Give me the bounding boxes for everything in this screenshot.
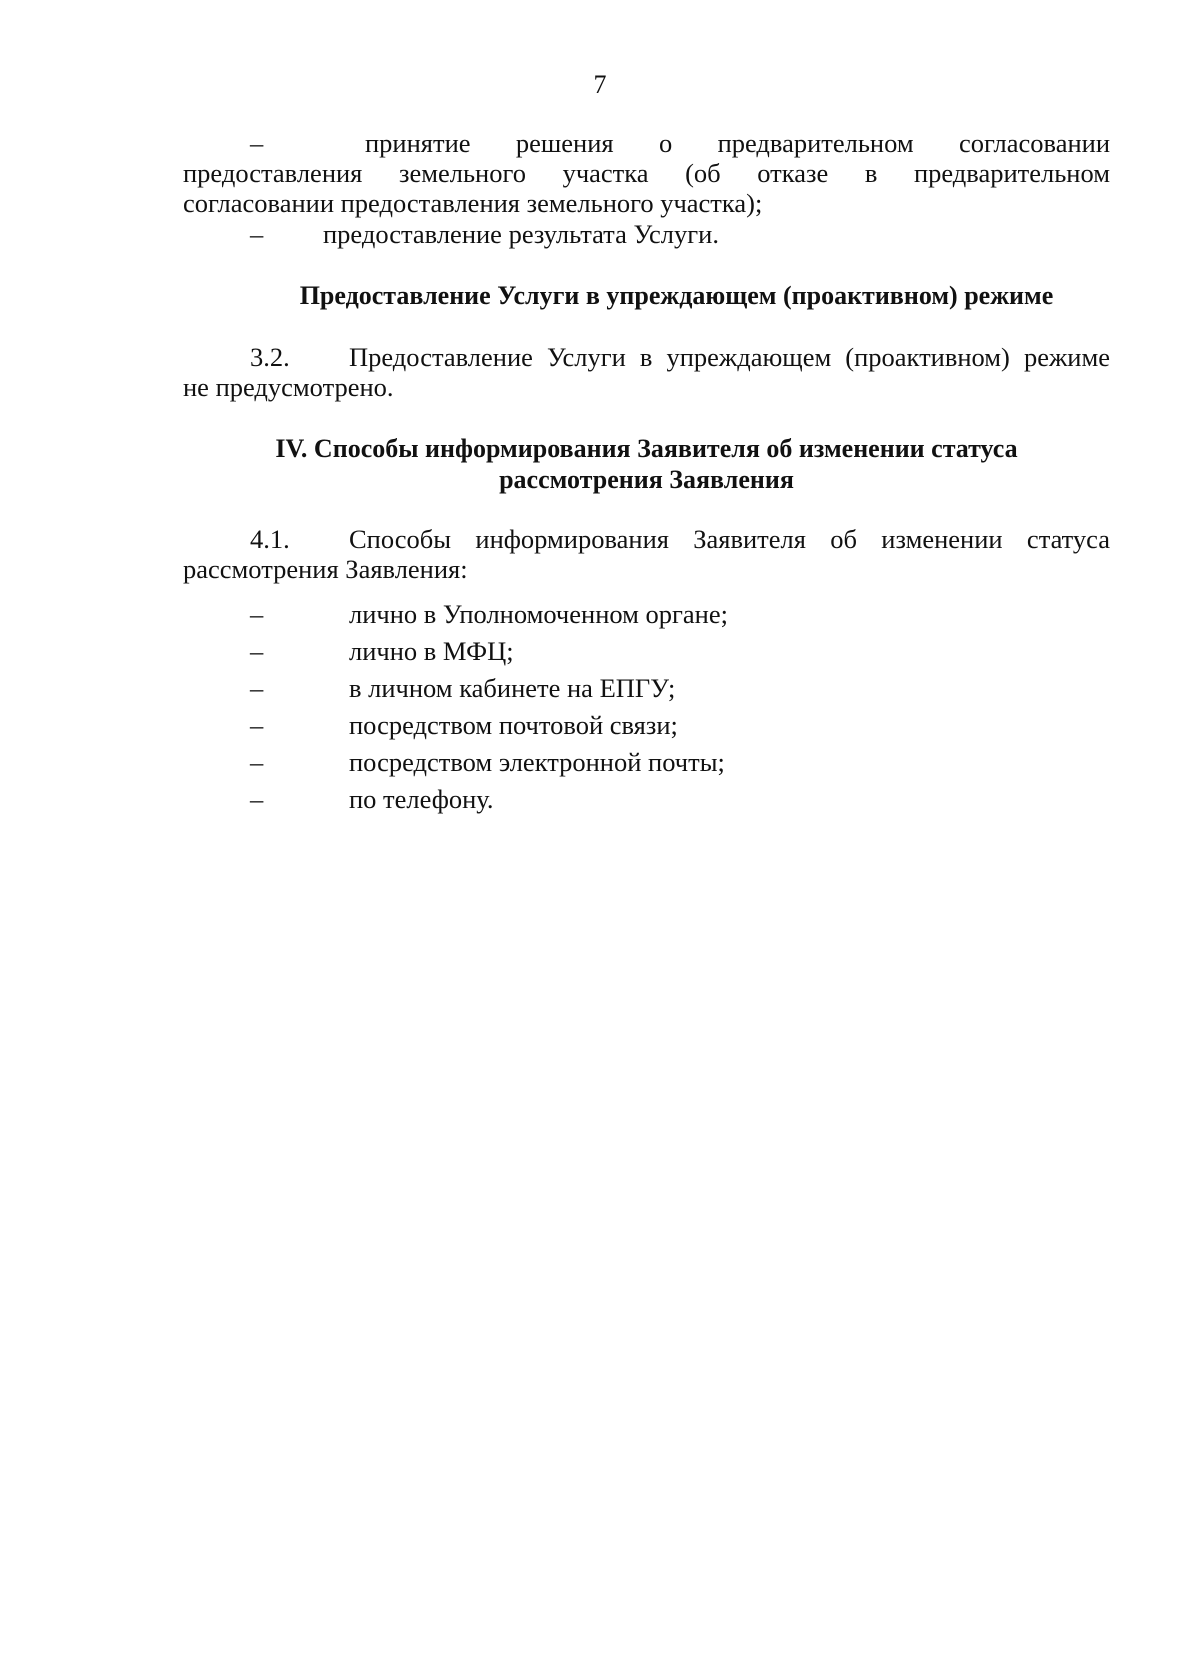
paragraph-number: 3.2. bbox=[250, 342, 290, 372]
paragraph-4-1-line1: Способы информирования Заявителя об изменении статуса bbox=[349, 524, 1110, 554]
dash-marker: – bbox=[250, 599, 264, 629]
notification-methods-list bbox=[183, 596, 1110, 818]
dash-marker: – bbox=[250, 784, 264, 814]
dash-marker: – bbox=[250, 673, 264, 703]
list-item: – посредством электронной почты; bbox=[183, 744, 1110, 781]
paragraph-3-2-line2: не предусмотрено. bbox=[183, 372, 394, 402]
dash-marker: – bbox=[250, 710, 264, 740]
list-item-decision-line2: предоставления земельного участка (об отказе в предварительном bbox=[183, 158, 1110, 188]
list-item-decision-line1: – принятие решения о предварительном согласовании bbox=[250, 128, 1110, 158]
paragraph-number: 4.1. bbox=[250, 524, 290, 554]
list-item: – лично в МФЦ; bbox=[183, 633, 1110, 670]
list-item-result bbox=[183, 219, 1110, 249]
section-heading-iv-line2: рассмотрения Заявления bbox=[499, 465, 794, 494]
section-heading-iv-line1: IV. Способы информирования Заявителя об изменении статуса bbox=[275, 434, 1018, 463]
paragraph-3-2-line1: Предоставление Услуги в упреждающем (проактивном) режиме bbox=[349, 342, 1110, 372]
list-item-decision bbox=[183, 128, 1110, 218]
list-item-decision-line3: согласовании предоставления земельного участка); bbox=[183, 188, 763, 218]
dash-marker: – bbox=[250, 747, 264, 777]
paragraph-4-1-line2: рассмотрения Заявления: bbox=[183, 554, 468, 584]
dash-marker: – bbox=[250, 219, 264, 249]
dash-marker: – bbox=[250, 128, 264, 158]
section-heading-proactive: Предоставление Услуги в упреждающем (проактивном) режиме bbox=[299, 281, 1054, 310]
list-item: – посредством почтовой связи; bbox=[183, 707, 1110, 744]
list-item: – лично в Уполномоченном органе; bbox=[183, 596, 1110, 633]
paragraph-4-1 bbox=[183, 524, 1110, 584]
section-heading-iv bbox=[183, 433, 1110, 495]
dash-marker: – bbox=[250, 636, 264, 666]
list-item: – в личном кабинете на ЕПГУ; bbox=[183, 670, 1110, 707]
paragraph-3-2 bbox=[183, 342, 1110, 402]
page-number: 7 bbox=[593, 70, 607, 99]
list-item-result-text: предоставление результата Услуги. bbox=[323, 219, 719, 249]
list-item: – по телефону. bbox=[183, 781, 1110, 818]
